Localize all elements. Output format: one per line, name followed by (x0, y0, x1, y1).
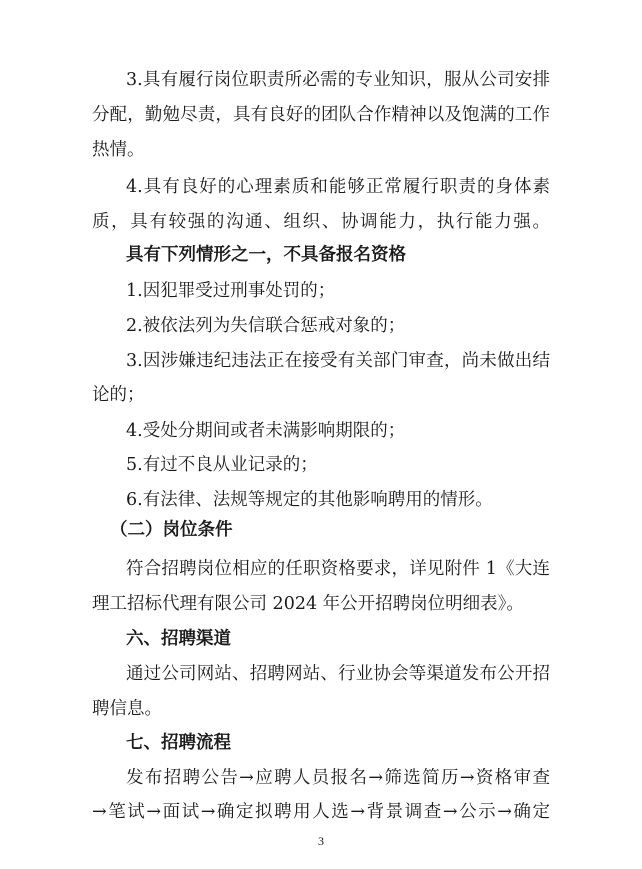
process-line-1: 发布招聘公告→应聘人员报名→筛选简历→资格审查 (126, 768, 550, 788)
channels-line-1: 通过公司网站、招聘网站、行业协会等渠道发布公开招 (126, 664, 550, 684)
qualification-item-4-line-1: 4.具有良好的心理素质和能够正常履行职责的身体素 (126, 177, 550, 197)
qualification-item-4-line-2: 质，具有较强的沟通、组织、协调能力，执行能力强。 (92, 212, 550, 232)
disqualification-item-4: 4.受处分期间或者未满影响期限的； (126, 421, 406, 441)
position-conditions-line-1: 符合招聘岗位相应的任职资格要求，详见附件 1《大连 (126, 559, 550, 579)
process-line-2: →笔试→面试→确定拟聘用人选→背景调查→公示→确定 (92, 802, 550, 822)
position-conditions-line-2: 理工招标代理有限公司 2024 年公开招聘岗位明细表》。 (92, 594, 524, 614)
disqualification-item-1: 1.因犯罪受过刑事处罚的； (126, 281, 336, 301)
section-6-heading: 六、招聘渠道 (126, 629, 231, 649)
disqualification-item-6: 6.有法律、法规等规定的其他影响聘用的情形。 (126, 490, 493, 510)
disqualification-heading: 具有下列情形之一，不具备报名资格 (126, 245, 406, 265)
page-number: 3 (318, 834, 324, 848)
disqualification-item-3-line-1: 3.因涉嫌违纪违法正在接受有关部门审查，尚未做出结 (126, 351, 550, 371)
position-conditions-heading: （二）岗位条件 (110, 520, 233, 540)
qualification-item-3-line-2: 分配，勤勉尽责，具有良好的团队合作精神以及饱满的工作 (92, 105, 550, 125)
qualification-item-3-line-1: 3.具有履行岗位职责所必需的专业知识，服从公司安排 (126, 70, 550, 90)
disqualification-item-3-line-2: 论的； (92, 385, 145, 405)
disqualification-item-5: 5.有过不良从业记录的； (126, 455, 318, 475)
qualification-item-3-line-3: 热情。 (92, 140, 145, 160)
channels-line-2: 聘信息。 (92, 699, 162, 719)
disqualification-item-2: 2.被依法列为失信联合惩戒对象的； (126, 316, 406, 336)
section-7-heading: 七、招聘流程 (126, 733, 231, 753)
